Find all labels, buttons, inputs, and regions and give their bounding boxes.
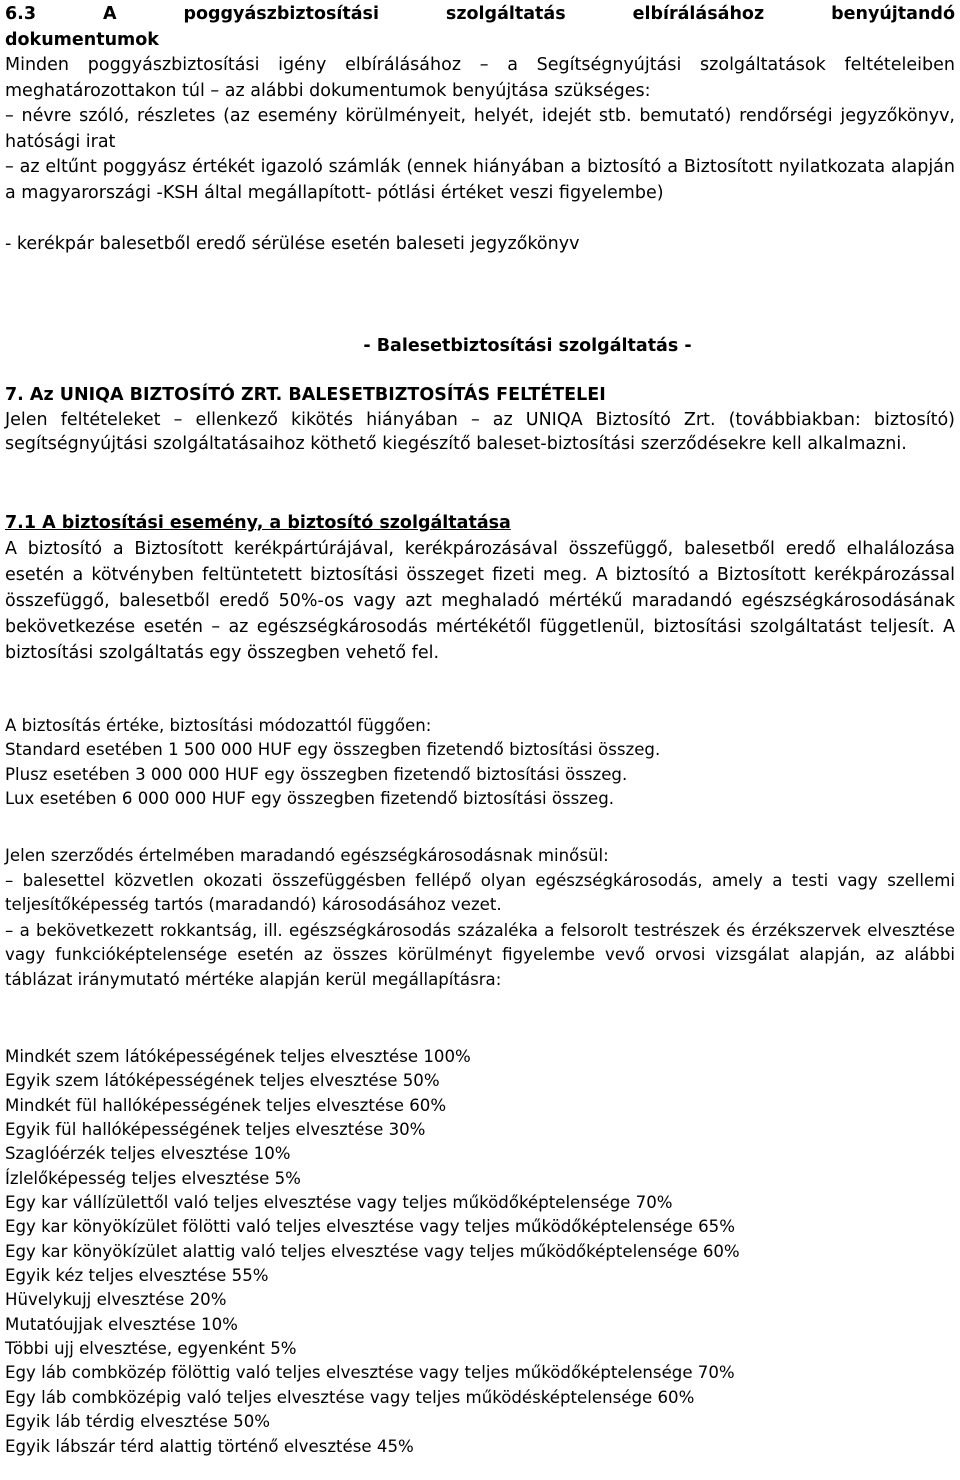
section-7-text: Jelen feltételeket – ellenkező kikötés hiányában – az UNIQA Biztosító Zrt. (továbbiakban: biztosító) segítségnyújtási szolgáltatásaihoz köthető kiegészítő baleset-biztosítási szerződésekre kell alkalmazni.	[5, 410, 955, 455]
definition-item-2: – a bekövetkezett rokkantság, ill. egészségkárosodás százaléka a felsorolt testrészek és érzékszervek elvesztése vagy funkcióképtelensége esetén az összes körülményt figyelembe vevő orvosi vizsgálat alapján, az alábbi táblázat iránymutató mértéke alapján kerül megállapításra:	[5, 921, 955, 989]
insurance-value-intro: A biztosítás értéke, biztosítási módozattól függően:	[5, 716, 432, 735]
disability-table	[5, 1045, 955, 1459]
list-item: Egyik szem látóképességének teljes elvesztése 50%	[5, 1071, 440, 1091]
list-item: Egyik lábszár térd alattig történő elvesztése 45%	[5, 1436, 414, 1456]
list-item: Mutatóujjak elvesztése 10%	[5, 1314, 238, 1334]
list-item: Egyik kéz teljes elvesztése 55%	[5, 1266, 269, 1286]
section-7-1-paragraph: A biztosító a Biztosított kerékpártúrájával, kerékpározásával összefüggő, balesetből eredő elhalálozása esetén a kötvényben feltüntetett biztosítási összeget fizeti meg. A biztosító a Biztosított kerékpározással összefüggő, balesetből eredő 50%-os vagy azt meghaladó mértékű maradandó egészségkárosodásának bekövetkezése esetén – az egészségkárosodás mértékétől függetlenül, biztosítási szolgáltatást teljesít. A biztosítási szolgáltatás egy összegben vehető fel.	[5, 539, 955, 663]
insurance-value-list	[5, 714, 955, 811]
insurance-value-standard: Standard esetében 1 500 000 HUF egy összegben fizetendő biztosítási összeg.	[5, 740, 661, 760]
list-item: Többi ujj elvesztése, egyenként 5%	[5, 1339, 297, 1359]
section-7-1-heading: 7.1 A biztosítási esemény, a biztosító szolgáltatása	[5, 513, 511, 533]
section-6-3	[5, 2, 955, 53]
list-item: Egy láb combközépig való teljes elvesztése vagy teljes működésképtelensége 60%	[5, 1387, 695, 1407]
insurance-value-lux: Lux esetében 6 000 000 HUF egy összegben fizetendő biztosítási összeg.	[5, 788, 615, 808]
list-item: Egyik fül hallóképességének teljes elvesztése 30%	[5, 1120, 426, 1140]
definition-item-1: – balesettel közvetlen okozati összefüggésben fellépő olyan egészségkárosodás, amely a testi vagy szellemi teljesítőképesség tartós (maradandó) károsodásához vezet.	[5, 871, 955, 915]
section-6-3-intro: Minden poggyászbiztosítási igény elbírálásához – a Segítségnyújtási szolgáltatások feltételeiben meghatározottakon túl – az alábbi dokumentumok benyújtása szükséges:	[5, 55, 955, 101]
list-item: Egy láb combközép fölöttig való teljes elvesztése vagy teljes működőképtelensége 70%	[5, 1363, 735, 1383]
definition-intro: Jelen szerződés értelmében maradandó egészségkárosodásnak minősül:	[5, 846, 609, 865]
section-6-3-item-police-report: – névre szóló, részletes (az esemény körülményeit, helyét, idejét stb. bemutató) rendőrségi jegyzőkönyv, hatósági irat	[5, 106, 955, 152]
list-item: Mindkét szem látóképességének teljes elvesztése 100%	[5, 1047, 471, 1066]
section-7-heading: 7. Az UNIQA BIZTOSÍTÓ ZRT. BALESETBIZTOSÍTÁS FELTÉTELEI	[5, 385, 606, 405]
section-6-3-item-invoices: – az eltűnt poggyász értékét igazoló számlák (ennek hiányában a biztosító a Biztosított nyilatkozata alapján a magyarországi -KSH által megállapított- pótlási értéket veszi figyelembe)	[5, 157, 955, 203]
list-item: Hüvelykujj elvesztése 20%	[5, 1290, 227, 1310]
list-item: Egy kar könyökízület alattig való teljes elvesztése vagy teljes működőképtelensége 60%	[5, 1241, 740, 1261]
list-item: Mindkét fül hallóképességének teljes elvesztése 60%	[5, 1095, 447, 1115]
section-6-3-item-bicycle: - kerékpár balesetből eredő sérülése esetén baleseti jegyzőkönyv	[5, 234, 580, 254]
insurance-value-plusz: Plusz esetében 3 000 000 HUF egy összegben fizetendő biztosítási összeg.	[5, 764, 628, 784]
section-6-3-heading: 6.3 A poggyászbiztosítási szolgáltatás elbírálásához benyújtandó	[5, 4, 955, 24]
list-item: Szaglóérzék teljes elvesztése 10%	[5, 1144, 291, 1164]
section-6-3-heading-cont: dokumentumok	[5, 29, 159, 50]
list-item: Egy kar könyökízület fölötti való teljes elvesztése vagy teljes működőképtelensége 65%	[5, 1217, 735, 1237]
list-item: Egyik láb térdig elvesztése 50%	[5, 1412, 271, 1432]
list-item: Egy kar vállízülettől való teljes elvesztése vagy teljes működőképtelensége 70%	[5, 1193, 673, 1213]
list-item: Ízlelőképesség teljes elvesztése 5%	[5, 1168, 301, 1188]
section-title: - Balesetbiztosítási szolgáltatás -	[363, 336, 692, 356]
